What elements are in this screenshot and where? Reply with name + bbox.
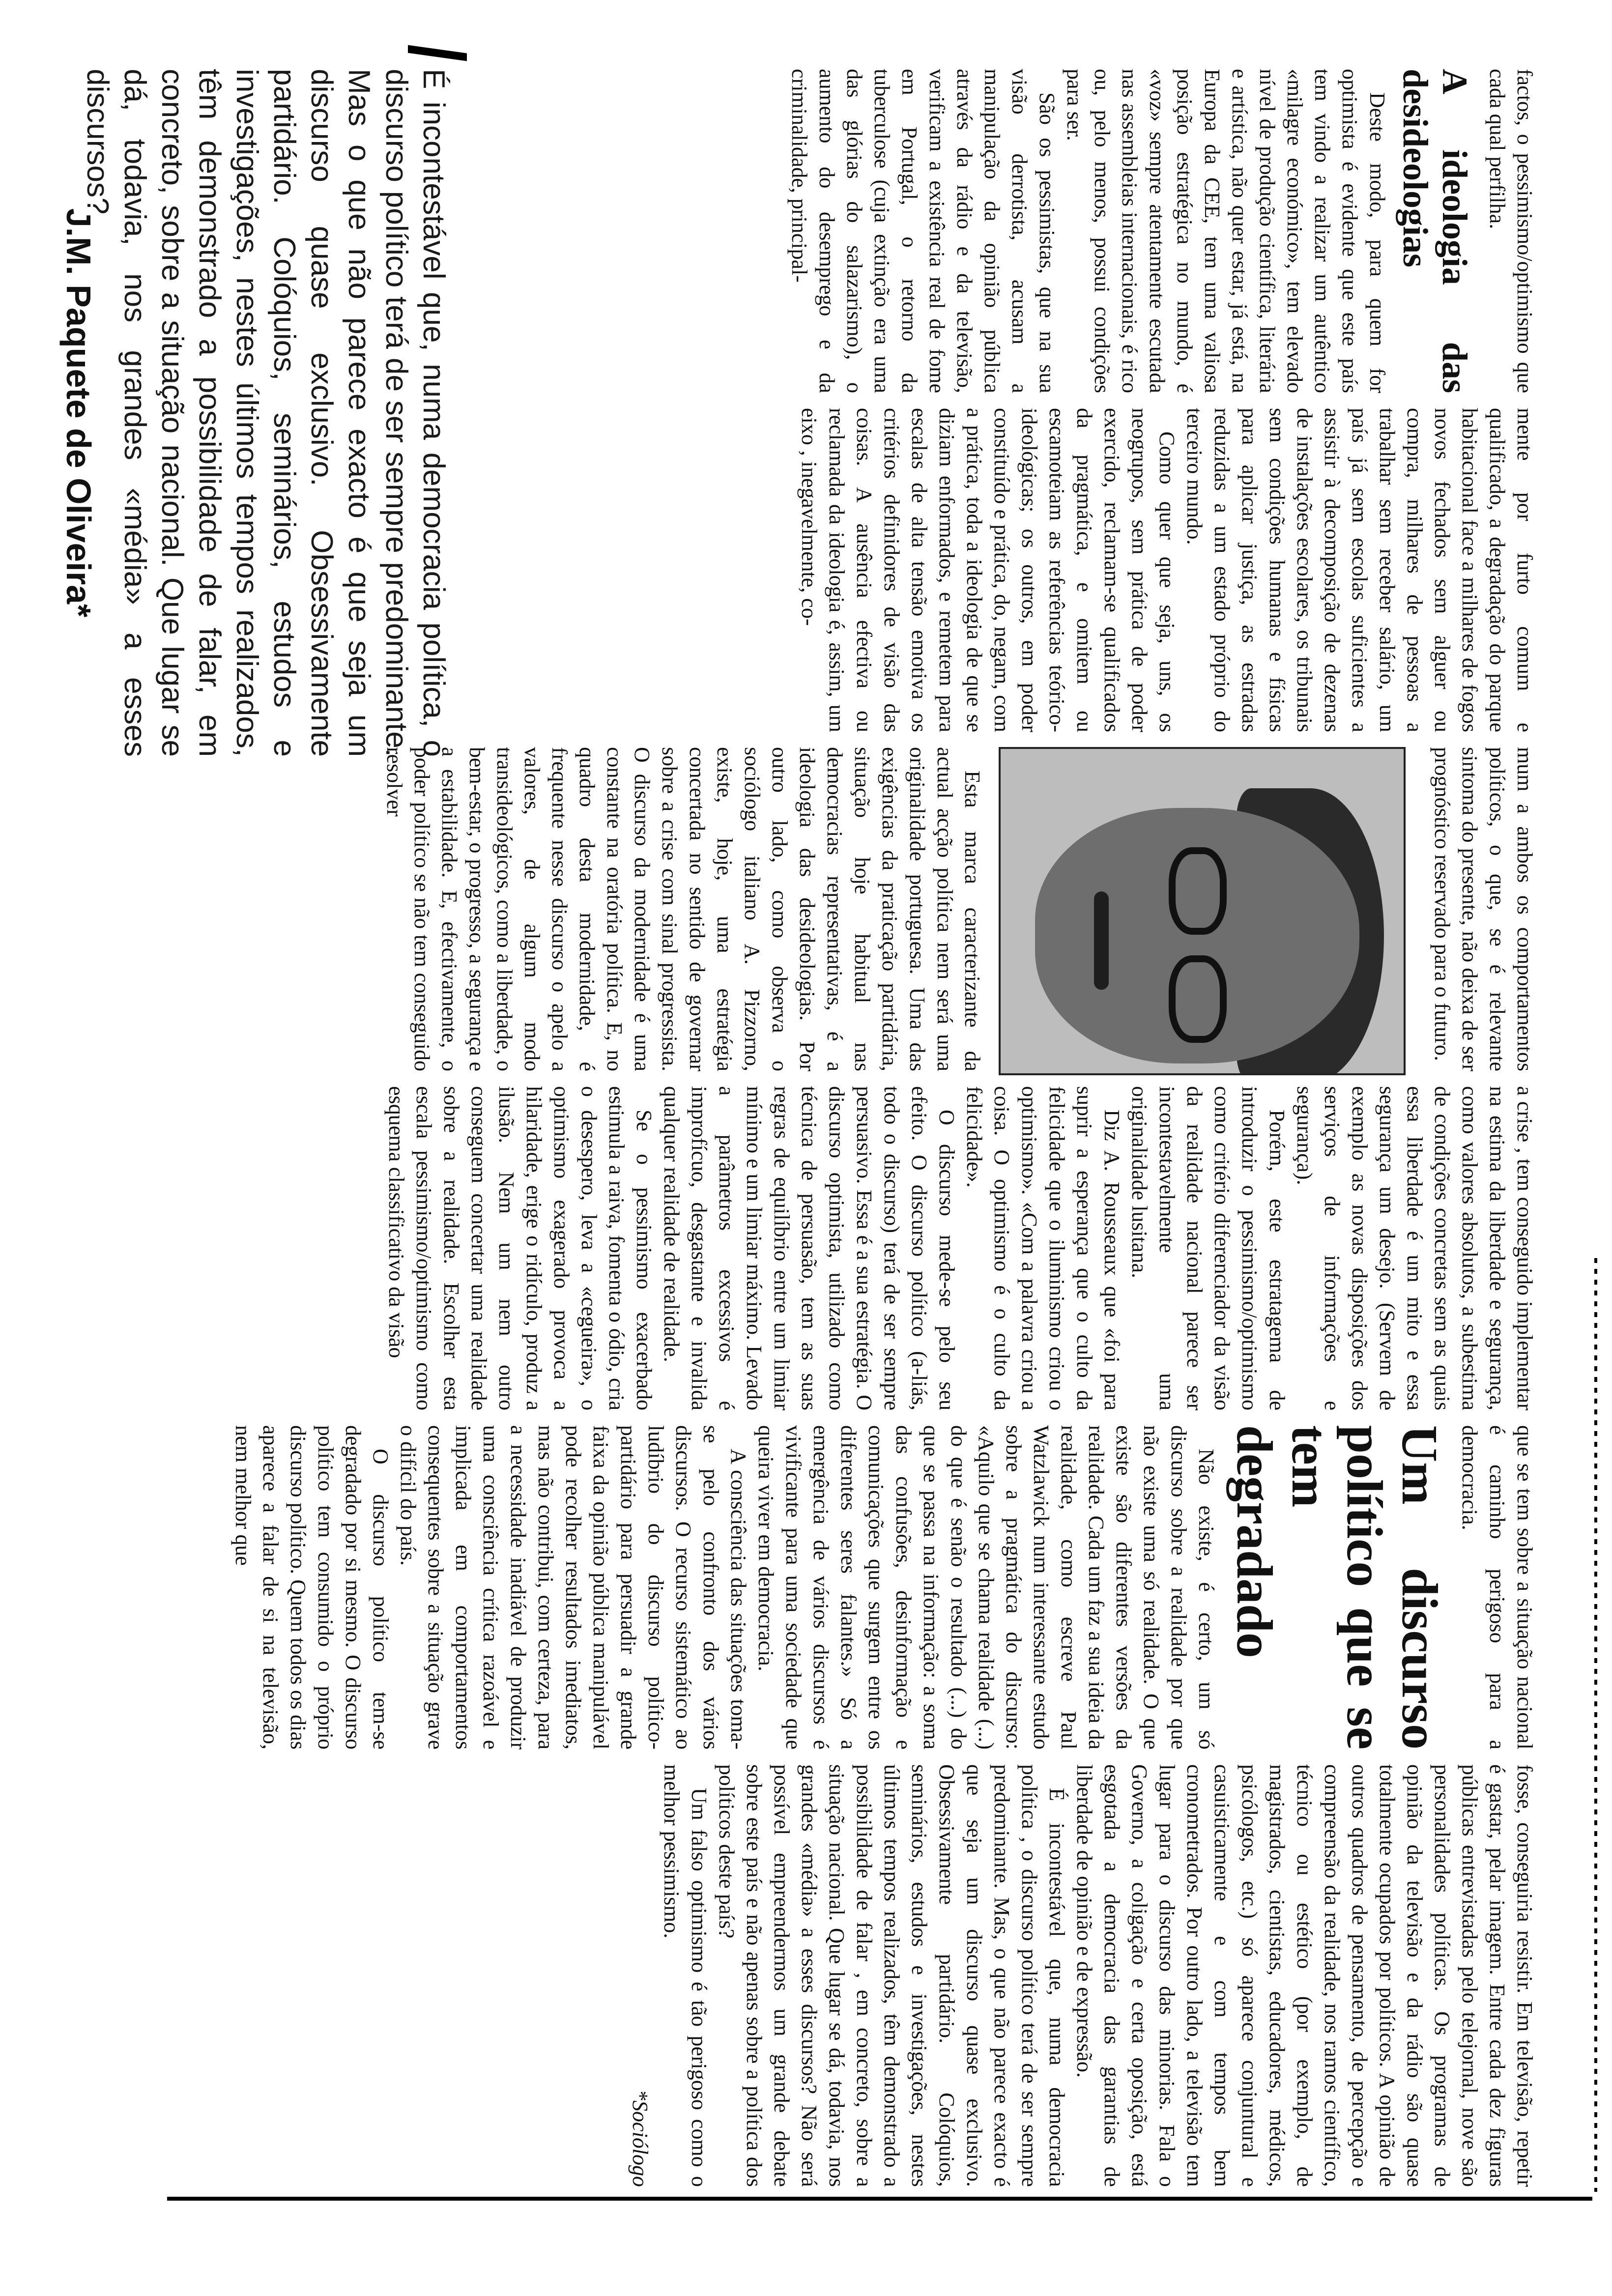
text-column-6 [477, 1764, 1538, 2187]
paragraph: Não existe, é certo, um só discurso sobre a realidade por que não existe uma só realidade. O que existe são diferentes versões da realidade. Cada um faz a sua ideia da realidade, como escreve Paul Watzlawick num interessante estudo sobre a pragmática do discurso: «Aquilo que se chama realidade (...) do que é senão o resultado (...) do que se passa na informação: a soma das confusões, desinformação e comunicações que surgem entre os diferentes seres falantes.» Só a emergência de vários discursos é vivificante para uma sociedade que queira viver em democracia. [754, 1425, 1218, 1750]
author-byline: J.M. Paquete de Oliveira* [59, 208, 98, 618]
paragraph: O discurso político tem-se degradado por si mesmo. O discurso político tem consumido o próprio discurso político. Quem todos os dias aparece a falar de si na televisão, nem melhor que [231, 1425, 393, 1750]
paragraph: O discurso mede-se pelo seu efeito. O discurso político (a-liás, todo o discurso) terá de ser sempre persuasivo. Essa é a sua estratégia. O discurso optimista, utilizado como técnica de persuasão, tem as suas regras de equilíbrio entre um limiar mínimo e um limiar máximo. Levado a parâmetros excessivos é improfícuo, desgastante e invalida qualquer realidade de realidade. [660, 1086, 959, 1410]
paragraph: fosse, conseguiria resistir. Em televisão, repetir é gastar, pelar imagem. Entre cada dez figuras públicas entrevistadas pelo telejornal, nove são personalidades políticas. Os programas de opinião da televisão e da rádio são quase totalmente ocupados por políticos. A opinião de outros quadros de pensamento, de percepção e compreensão da realidade, nos ramos científico, técnico ou estético (por exemplo, de magistrados, cientistas, educadores, médicos, psicólogos, etc.) só aparece conjuntural e casuisticamente e com tempos bem cronometrados. Por outro lado, a televisão tem lugar para o discurso das minorias. Fala o Governo, a coligação e certa oposição, está esgotada a democracia das garantias de liberdade de opinião e de expressão. [1072, 1764, 1537, 2187]
pull-quote [79, 69, 452, 757]
text-column-4 [384, 1086, 1538, 1410]
subheading-discurso: Um discurso político que se tem degradado [1226, 1425, 1448, 1750]
subheading-ideologia: A ideologia das desideologias [1396, 69, 1474, 393]
paragraph: Se o pessimismo exacerbado estimula a raiva, fomenta o ódio, cria o desespero, leva a «cegueira», o optimismo exagerado provoca a hilaridade, erige o ridículo, produz a ilusão. Nem um nem outro conseguem concertar uma realidade sobre a realidade. Escolher esta escala pessimismo/optimismo como esquema classificativo da visão [384, 1086, 656, 1410]
photo-glasses-left [1169, 847, 1227, 935]
photo-glasses-right [1169, 955, 1227, 1043]
text-column-5 [231, 1425, 1538, 1750]
paragraph: mente por furto comum e qualificado, a degradação do parque habitacional face a milhares de fogos novos fechados sem alguer ou compra, milhares de pessoas a trabalhar sem receber salário, um país já sem escolas suficientes a assistir à decomposição de dezenas de instalações escolares, os tribunais sem condições humanas e físicas para aplicar justiça, as estradas reduzidas a um estado próprio do terceiro mundo. [1182, 408, 1537, 732]
paragraph: Porém, este estratagema de introduzir o pessimismo/optimismo como critério diferenciador da visão da realidade nacional parece ser incontestavelmente uma originalidade lusitana. [1127, 1086, 1289, 1410]
paragraph: Como quer que seja, uns, os neogrupos, sem prática de poder exercido, reclamam-se qualificados da pragmática, e omitem ou escamoteiam as referências teórico-ideológicas; os outros, em poder constituído e prática, do, negam, com a prática, toda a ideologia de que se diziam enformados, e remetem para escalas de alta tensão emotiva os critérios definidores de visão das coisas. A ausência efectiva ou reclamada da ideologia é, assim, um eixo , inegavelmente, co- [797, 408, 1179, 732]
paragraph: A consciência das situações toma-se pelo confronto dos vários discursos. O recurso sistemático ao ludíbrio do discurso político-partidário para persuadir a grande faixa da opinião pública manipulável pode recolher resultados imediatos, mas não contribui, com certeza, para a necessidade inadiável de produzir uma consciência crítica razoável e implicada em comportamentos consequentes sobre a situação grave o difícil do país. [396, 1425, 750, 1750]
paragraph: que se tem sobre a situação nacional é caminho perigoso para a democracia. [1458, 1425, 1537, 1750]
paragraph: Deste modo, para quem for optimista é evidente que este país tem vindo a realizar um autêntico «milagre económico», tem elevado nível de produção científica, literária e artística, não quer estar, já está, na Europa da CEE, tem uma valiosa posição estratégica no mundo, é «voz» sempre atentamente escutada nas assembleias internacionais, é rico ou, pelo menos, possui condições para ser. [1063, 69, 1389, 393]
paragraph: mum a ambos os comportamentos políticos, o que, se é relevante sintoma do presente, não deixa de ser prognóstico reservado para o futuro. [1430, 747, 1537, 1071]
paragraph: São os pessimistas, que na sua visão derrotista, acusam a manipulação da opinião pública através da rádio e da televisão, verificam a existência real de fome em Portugal, o retorno da tuberculose (cuja extinção era uma das glórias do salazarismo), o aumento do desemprego e da criminalidade, principal- [787, 69, 1059, 393]
paragraph: É incontestável que, numa democracia política , o discurso político terá de ser sempre predominante. Mas, o que não parece exacto é que seja um discurso quase exclusivo. Obsessivamente partidário. Colóquios, seminários, estudos e investigações, nestes últimos tempos realizados, têm demonstrado a possibilidade de falar , em concreto, sobre a situação nacional. Que lugar se dá, todavia, nos grandes «média» a esses discursos? Não será possível empreendermos um grande debate sobre este país e não apenas sobre a política dos políticos deste país? [715, 1764, 1069, 2187]
paragraph: a crise , tem conseguido implementar na estima da liberdade e segurança, como valores absolutos, a subestima de condições concretas sem as quais essa liberdade é um mito e essa segurança um desejo. (Servem de exemplo as novas disposições dos serviços de informações e segurança). [1293, 1086, 1537, 1410]
dotted-top-rule [1594, 1258, 1597, 2192]
text-column-1 [477, 69, 1538, 393]
author-footnote: *Sociólogo [628, 2090, 652, 2187]
text-column-2 [477, 408, 1538, 732]
paragraph: Esta marca caracterizante da actual acção política nem será uma originalidade portuguesa. Uma das exigências da praticação partidária, situação hoje habitual nas democracias representativas, é a ideologia das desideologias. Por outro lado, como observa o sociólogo italiano A. Pizzorno, existe, hoje, uma estratégia concertada no sentido de governar sobre a crise com sinal progressista. O discurso da modernidade é uma constante na oratória política. E, no quadro desta modernidade, é frequente nesse discurso o apelo a valores, de algum modo transideológicos, como a liberdade, o bem-estar, o progresso, a segurança e a estabilidade. E, efectivamente, o poder político se não tem conseguido resolver [382, 747, 984, 1071]
photo-mouth [1094, 891, 1109, 990]
paragraph: Diz A. Rousseaux que «foi para suprir a esperança que o culto da felicidade que o iluminismo criou o optimismo». «Com a palavra criou a coisa. O optimismo é o culto da felicidade». [962, 1086, 1124, 1410]
pull-quote-text: É incontestável que, numa democracia política, o discurso político terá de ser sempre predominante. Mas o que não parece exacto é que seja um discurso quase exclusivo. Obsessivamente partidário. Colóquios, seminários, estudos e investigações, nestes últimos tempos realizados, têm demonstrado a possibilidade de falar, em concreto, sobre a situação nacional. Que lugar se dá, todavia, nos grandes «média» a esses discursos? [81, 69, 451, 757]
author-photo [999, 747, 1406, 1075]
paragraph: factos, o pessimismo/optimismo que cada qual perfilha. [1485, 69, 1537, 393]
column-rule [167, 2197, 1592, 2201]
paragraph: Um falso optimismo é tão perigoso como o melhor pessimismo. [660, 1764, 711, 2187]
